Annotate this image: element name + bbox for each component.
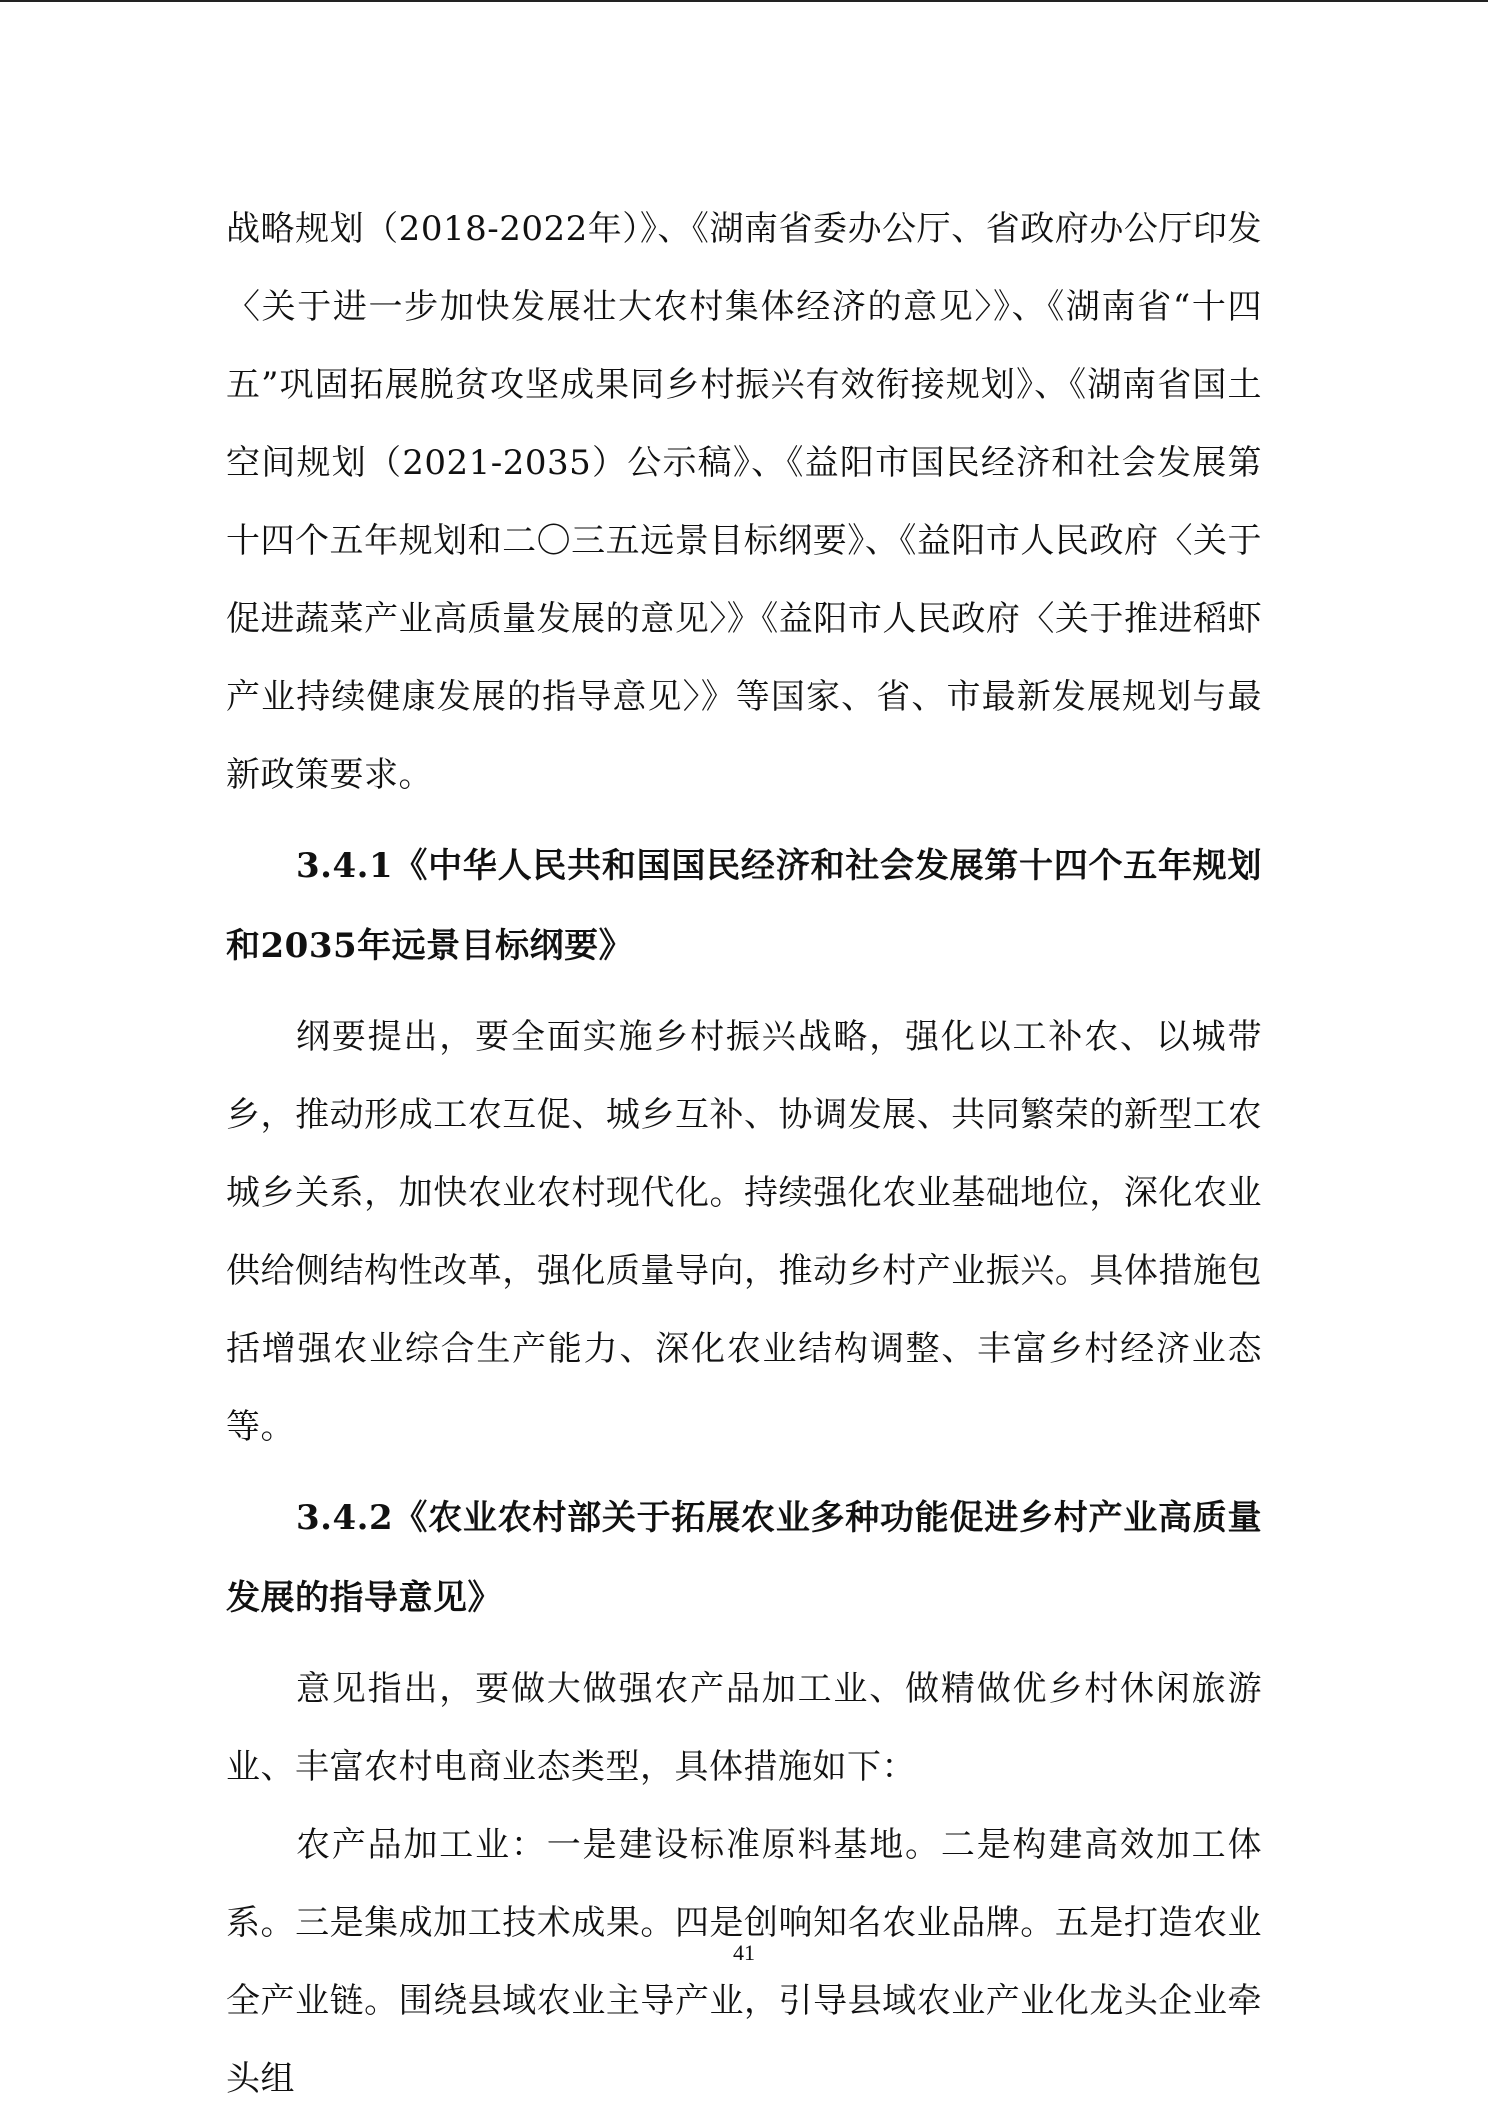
paragraph-3-4-2-processing: 农产品加工业：一是建设标准原料基地。二是构建高效加工体系。三是集成加工技术成果。四是创响知名农业品牌。五是打造农业全产业链。围绕县域农业主导产业，引导县域农业产业化龙头企业牵头组: [226, 1825, 1262, 2099]
paragraph-3-4-1: 纲要提出，要全面实施乡村振兴战略，强化以工补农、以城带乡，推动形成工农互促、城乡互补、协调发展、共同繁荣的新型工农城乡关系，加快农业农村现代化。持续强化农业基础地位，深化农业供给侧结构性改革，强化质量导向，推动乡村产业振兴。具体措施包括增强农业综合生产能力、深化农业结构调整、丰富乡村经济业态等。: [226, 1017, 1262, 1447]
document-body: [226, 190, 1262, 2118]
paragraph-3-4-2-intro: 意见指出，要做大做强农产品加工业、做精做优乡村休闲旅游业、丰富农村电商业态类型，具体措施如下：: [226, 1669, 1262, 1787]
section-heading-3-4-2: 3.4.2《农业农村部关于拓展农业多种功能促进乡村产业高质量发展的指导意见》: [226, 1498, 1262, 1618]
page-top-border: [0, 0, 1488, 2]
section-heading-3-4-1: 3.4.1《中华人民共和国国民经济和社会发展第十四个五年规划和2035年远景目标纲要》: [226, 846, 1262, 966]
paragraph-intro-continued: 战略规划（2018-2022年）》、《湖南省委办公厅、省政府办公厅印发〈关于进一步加快发展壮大农村集体经济的意见〉》、《湖南省“十四五”巩固拓展脱贫攻坚成果同乡村振兴有效衔接规划》、《湖南省国土空间规划（2021-2035）公示稿》、《益阳市国民经济和社会发展第十四个五年规划和二〇三五远景目标纲要》、《益阳市人民政府〈关于促进蔬菜产业高质量发展的意见〉》《益阳市人民政府〈关于推进稻虾产业持续健康发展的指导意见〉》等国家、省、市最新发展规划与最新政策要求。: [226, 209, 1262, 795]
page-number: 41: [733, 1940, 755, 1965]
